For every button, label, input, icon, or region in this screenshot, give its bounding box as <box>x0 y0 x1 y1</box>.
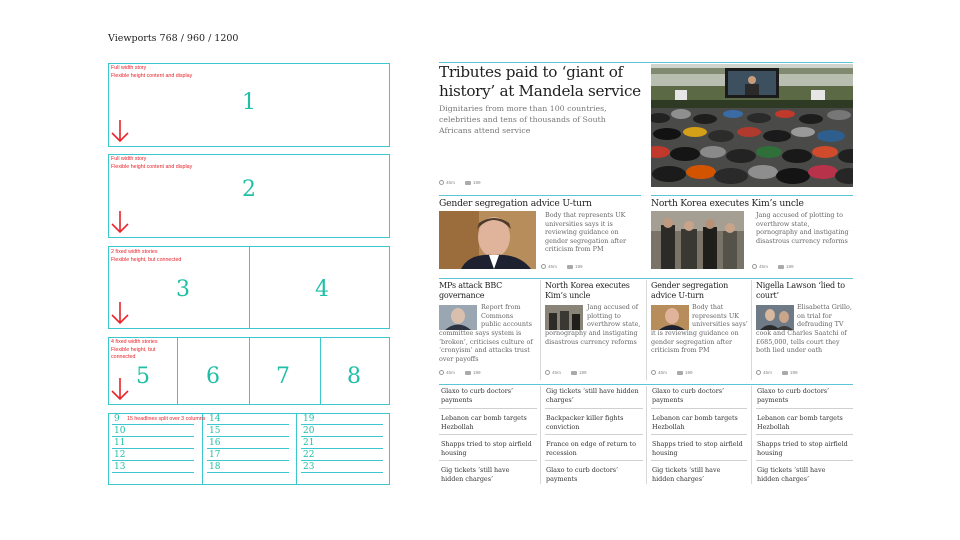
headline-number: 21 <box>303 438 315 448</box>
small-story-thumb[interactable] <box>756 305 794 330</box>
timestamp: 45m <box>439 180 455 185</box>
list-divider <box>439 434 537 435</box>
headline-link[interactable]: Gig tickets ‘still have hidden charges’ <box>652 466 721 483</box>
headline-rule <box>207 472 289 473</box>
comment-count[interactable]: 199 <box>571 370 587 375</box>
headline-rule <box>112 460 194 461</box>
headline-link[interactable]: Glaxo to curb doctors’ payments <box>757 387 830 404</box>
small-story-thumb[interactable] <box>651 305 689 330</box>
story-number-6: 6 <box>206 364 220 389</box>
timestamp: 45m <box>756 370 772 375</box>
timestamp: 45m <box>439 370 455 375</box>
list-divider <box>756 460 853 461</box>
clock-icon <box>752 264 757 269</box>
small-story-meta <box>756 370 798 375</box>
list-divider <box>545 460 643 461</box>
small-story-meta <box>439 370 481 375</box>
column-divider <box>540 386 541 484</box>
secondary-story-headline[interactable]: Gender segregation advice U-turn <box>439 198 592 209</box>
comment-count[interactable]: 199 <box>677 370 693 375</box>
list-divider <box>439 460 537 461</box>
headline-link[interactable]: Shapps tried to stop airfield housing <box>652 440 743 457</box>
headline-link[interactable]: Lebanon car bomb targets Hezbollah <box>652 414 738 431</box>
main-story-meta <box>439 180 481 185</box>
clock-icon <box>756 370 761 375</box>
headline-rule <box>207 448 289 449</box>
comment-count[interactable]: 199 <box>567 264 583 269</box>
row-1-note: Full width story Flexible height content and display <box>111 65 193 79</box>
officials-photo <box>651 211 744 269</box>
headline-number: 14 <box>209 414 221 424</box>
clock-icon <box>439 180 444 185</box>
headlines-rule <box>439 384 853 385</box>
column-divider <box>751 280 752 380</box>
cameron-portrait-image[interactable] <box>439 211 536 269</box>
story-number-3: 3 <box>176 277 190 302</box>
story-number-4: 4 <box>315 277 329 302</box>
headline-link[interactable]: Gig tickets ‘still have hidden charges’ <box>441 466 510 483</box>
north-korea-image[interactable] <box>651 211 744 269</box>
list-divider <box>545 408 643 409</box>
story-number-7: 7 <box>276 364 290 389</box>
headline-number: 20 <box>303 426 315 436</box>
thumbnail-photo <box>439 305 477 330</box>
secondary-story-meta <box>752 264 794 269</box>
headline-link[interactable]: Glaxo to curb doctors’ payments <box>652 387 725 404</box>
small-story-body: Report from Commons public accounts <box>481 303 532 329</box>
small-story-body: Jang accused of plotting to overthrow state, <box>587 303 641 329</box>
headline-link[interactable]: Lebanon car bomb targets Hezbollah <box>441 414 527 431</box>
list-divider <box>651 434 747 435</box>
list-divider <box>756 434 853 435</box>
timestamp: 45m <box>541 264 557 269</box>
list-divider <box>439 408 537 409</box>
row-3-note: 2 fixed width stories Flexible height, but connected <box>111 249 182 263</box>
headline-link[interactable]: Shapps tried to stop airfield housing <box>441 440 532 457</box>
headline-number: 16 <box>209 438 221 448</box>
column-divider <box>177 337 178 405</box>
small-story-body: committee says system is ‘broken’, criticises culture of ‘cronyism’ and attacks trust over payoffs <box>439 329 533 363</box>
story-number-2: 2 <box>242 177 256 202</box>
headline-link[interactable]: Shapps tried to stop airfield housing <box>757 440 848 457</box>
headline-number: 17 <box>209 450 221 460</box>
secondary-story-meta <box>541 264 583 269</box>
small-story-headline[interactable]: Gender segregation advice U-turn <box>651 281 729 300</box>
small-story-body: cook and Charles Saatchi of £685,000, tells court they both lied under oath <box>756 329 847 355</box>
small-story-body: pornography and instigating disastrous currency reforms <box>545 329 638 346</box>
headline-number: 18 <box>209 462 221 472</box>
headline-number: 13 <box>114 462 126 472</box>
comment-icon <box>778 265 784 269</box>
timestamp: 45m <box>545 370 561 375</box>
column-divider <box>202 413 203 485</box>
headline-link[interactable]: Glaxo to curb doctors’ payments <box>546 466 619 483</box>
story-number-5: 5 <box>136 364 150 389</box>
row-4-note: 4 fixed width stories Flexible height, but connected <box>111 339 158 361</box>
headline-link[interactable]: Gig tickets ‘still have hidden charges’ <box>757 466 826 483</box>
comment-icon <box>465 371 471 375</box>
headline-number: 11 <box>114 438 126 448</box>
arrow-down-icon <box>110 210 130 234</box>
list-divider <box>545 434 643 435</box>
small-row-rule <box>439 278 853 279</box>
headline-link[interactable]: Glaxo to curb doctors’ payments <box>441 387 514 404</box>
comment-count[interactable]: 199 <box>465 370 481 375</box>
comment-icon <box>571 371 577 375</box>
list-divider <box>756 408 853 409</box>
secondary-rule <box>439 195 641 196</box>
headline-rule <box>301 424 383 425</box>
comment-icon <box>677 371 683 375</box>
headline-number: 10 <box>114 426 126 436</box>
comment-icon <box>567 265 573 269</box>
small-story-headline[interactable]: Nigella Lawson ‘lied to court’ <box>756 281 845 300</box>
secondary-rule <box>651 195 853 196</box>
headline-rule <box>207 424 289 425</box>
secondary-story-body: Jang accused of plotting to overthrow state, pornography and instigating disastrous currency reforms <box>756 211 849 245</box>
headline-rule <box>301 448 383 449</box>
comment-count[interactable]: 199 <box>465 180 481 185</box>
arrow-down-icon <box>110 377 130 401</box>
small-story-meta <box>651 370 693 375</box>
column-divider <box>249 337 250 405</box>
column-divider <box>296 413 297 485</box>
clock-icon <box>545 370 550 375</box>
headline-rule <box>301 472 383 473</box>
small-story-thumb[interactable] <box>439 305 477 330</box>
column-divider <box>540 280 541 380</box>
headline-rule <box>112 424 194 425</box>
headline-number: 22 <box>303 450 315 460</box>
small-story-meta <box>545 370 587 375</box>
headline-link[interactable]: Lebanon car bomb targets Hezbollah <box>757 414 843 431</box>
headline-rule <box>112 448 194 449</box>
headline-rule <box>301 460 383 461</box>
headline-link[interactable]: Gig tickets ‘still have hidden charges’ <box>546 387 639 404</box>
column-divider <box>646 280 647 380</box>
column-divider <box>320 337 321 405</box>
arrow-down-icon <box>110 301 130 325</box>
headline-link[interactable]: Backpacker killer fights conviction <box>546 414 624 431</box>
comment-count[interactable]: 199 <box>778 264 794 269</box>
thumbnail-photo <box>545 305 583 330</box>
column-divider <box>249 246 250 329</box>
headline-rule <box>112 436 194 437</box>
small-story-body: Body that represents UK universities says’ <box>692 303 748 329</box>
headline-rule <box>301 436 383 437</box>
main-story-image[interactable] <box>651 64 853 187</box>
secondary-story-body: Body that represents UK universities says it is reviewing guidance on gender segregation after criticism from PM <box>545 211 627 254</box>
story-number-1: 1 <box>242 90 256 115</box>
headline-number: 15 <box>209 426 221 436</box>
list-divider <box>651 460 747 461</box>
clock-icon <box>439 370 444 375</box>
headline-number: 12 <box>114 450 126 460</box>
secondary-story-headline[interactable]: North Korea executes Kim’s uncle <box>651 198 804 209</box>
stadium-crowd-image <box>651 64 853 187</box>
main-story-headline[interactable]: Tributes paid to ‘giant of history’ at Mandela service <box>439 63 641 100</box>
main-story-standfirst: Dignitaries from more than 100 countries, celebrities and tens of thousands of South Africans attend service <box>439 104 607 135</box>
clock-icon <box>651 370 656 375</box>
small-story-body: it is reviewing guidance on gender segregation after criticism from PM <box>651 329 739 355</box>
small-story-thumb[interactable] <box>545 305 583 330</box>
column-divider <box>646 386 647 484</box>
row-2-note: Full width story Flexible height content and display <box>111 156 193 170</box>
headline-rule <box>207 460 289 461</box>
headline-number: 9 <box>114 414 120 424</box>
headline-number: 23 <box>303 462 315 472</box>
small-story-body: Elisabetta Grillo, on trial for defrauding TV <box>797 303 852 329</box>
headline-number: 19 <box>303 414 315 424</box>
headline-rule <box>207 436 289 437</box>
small-story-headline[interactable]: North Korea executes Kim’s uncle <box>545 281 630 300</box>
list-divider <box>651 408 747 409</box>
small-story-headline[interactable]: MPs attack BBC governance <box>439 281 503 300</box>
clock-icon <box>541 264 546 269</box>
headline-rule <box>112 472 194 473</box>
comment-icon <box>465 181 471 185</box>
comment-icon <box>782 371 788 375</box>
thumbnail-photo <box>651 305 689 330</box>
timestamp: 45m <box>752 264 768 269</box>
page-title: Viewports 768 / 960 / 1200 <box>108 33 239 44</box>
arrow-down-icon <box>110 119 130 143</box>
headlines-note: 15 headlines split over 3 columns <box>127 416 206 422</box>
timestamp: 45m <box>651 370 667 375</box>
comment-count[interactable]: 199 <box>782 370 798 375</box>
story-number-8: 8 <box>347 364 361 389</box>
headline-link[interactable]: France on edge of return to recession <box>546 440 636 457</box>
thumbnail-photo <box>756 305 794 330</box>
column-divider <box>751 386 752 484</box>
portrait-photo <box>439 211 536 269</box>
